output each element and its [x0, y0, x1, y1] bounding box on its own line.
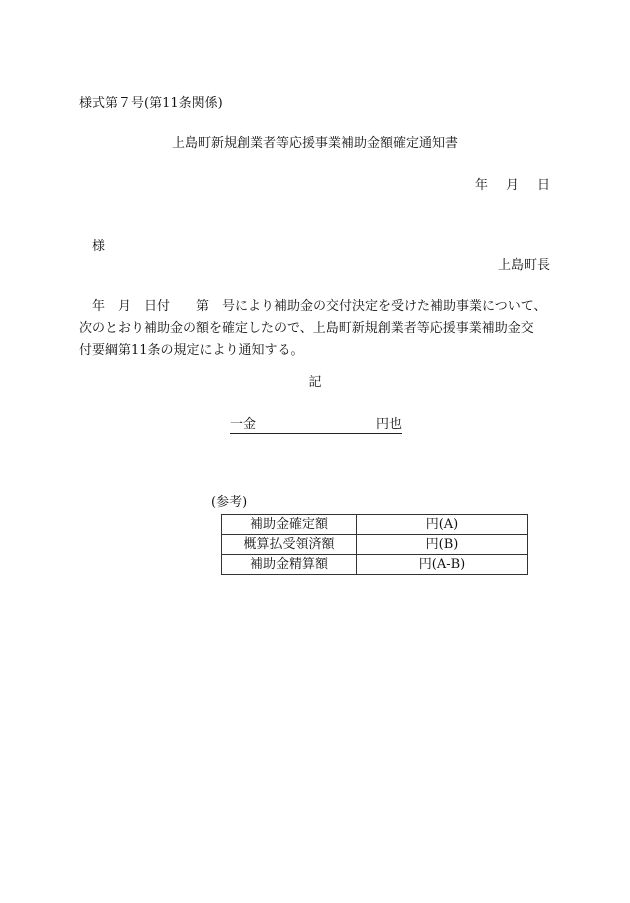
- table-row: [222, 535, 528, 555]
- table-row: [222, 515, 528, 535]
- table-row: [222, 555, 528, 575]
- date-day: 日: [536, 178, 550, 193]
- table-cell-value: 円(A): [357, 515, 528, 535]
- issuer: 上島町長: [497, 258, 550, 273]
- document-title: 上島町新規創業者等応援事業補助金額確定通知書: [171, 136, 458, 151]
- table-cell-item: 概算払受領済額: [222, 535, 357, 555]
- table-cell-value: 円(A-B): [357, 555, 528, 575]
- form-number: 様式第７号(第11条関係): [79, 96, 223, 111]
- date-year: 年: [474, 178, 488, 193]
- amount-prefix: 一金: [230, 417, 257, 432]
- date-line: [475, 179, 550, 192]
- table-cell-item: 補助金確定額: [222, 515, 357, 535]
- body-line: 年 月 日付 第 号により補助金の交付決定を受けた補助事業について、: [79, 299, 547, 314]
- amount-line: [230, 418, 402, 434]
- reference-table: [221, 514, 528, 575]
- ki-heading: 記: [308, 375, 322, 390]
- table-cell-item: 補助金精算額: [222, 555, 357, 575]
- addressee: 様: [92, 239, 106, 254]
- table-cell-value: 円(B): [357, 535, 528, 555]
- body-line: 次のとおり補助金の額を確定したので、上島町新規創業者等応援事業補助金交: [79, 321, 534, 336]
- amount-suffix: 円也: [375, 417, 402, 432]
- date-month: 月: [505, 178, 519, 193]
- reference-label: (参考): [211, 495, 248, 510]
- body-line: 付要綱第11条の規定により通知する。: [79, 343, 304, 358]
- body-text: [79, 296, 552, 362]
